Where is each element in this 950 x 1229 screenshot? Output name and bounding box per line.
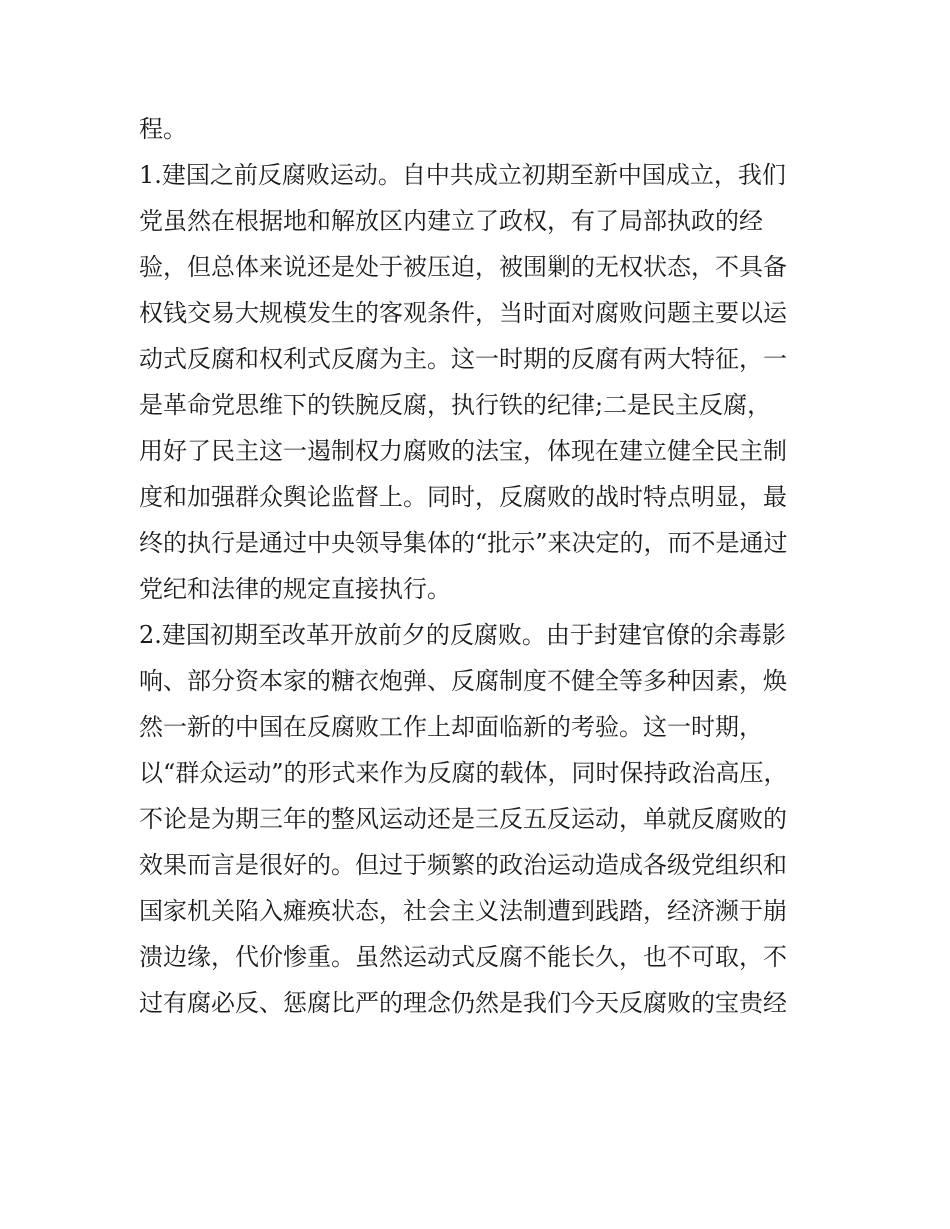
text-line: 然一新的中国在反腐败工作上却面临新的考验。这一时期， bbox=[139, 713, 763, 741]
text-line: 效果而言是很好的。但过于频繁的政治运动造成各级党组织和 bbox=[139, 851, 787, 879]
text-line: 动式反腐和权利式反腐为主。这一时期的反腐有两大特征，一 bbox=[139, 345, 787, 373]
text-line: 2.建国初期至改革开放前夕的反腐败。由于封建官僚的余毒影 bbox=[139, 621, 786, 649]
text-line: 是革命党思维下的铁腕反腐，执行铁的纪律;二是民主反腐， bbox=[139, 391, 772, 419]
text-line: 过有腐必反、惩腐比严的理念仍然是我们今天反腐败的宝贵经 bbox=[139, 989, 787, 1017]
text-line: 以“群众运动”的形式来作为反腐的载体，同时保持政治高压， bbox=[139, 759, 788, 787]
text-line: 用好了民主这一遏制权力腐败的法宝，体现在建立健全民主制 bbox=[139, 437, 787, 465]
text-line: 党纪和法律的规定直接执行。 bbox=[139, 575, 451, 603]
text-line: 不论是为期三年的整风运动还是三反五反运动，单就反腐败的 bbox=[139, 805, 787, 833]
text-line: 1.建国之前反腐败运动。自中共成立初期至新中国成立，我们 bbox=[139, 161, 786, 189]
text-line: 验，但总体来说还是处于被压迫，被围剿的无权状态，不具备 bbox=[139, 253, 787, 281]
text-line: 溃边缘，代价惨重。虽然运动式反腐不能长久，也不可取，不 bbox=[139, 943, 787, 971]
text-line: 国家机关陷入瘫痪状态，社会主义法制遭到践踏，经济濒于崩 bbox=[139, 897, 787, 925]
text-line: 终的执行是通过中央领导集体的“批示”来决定的，而不是通过 bbox=[139, 529, 788, 557]
text-line: 响、部分资本家的糖衣炮弹、反腐制度不健全等多种因素，焕 bbox=[139, 667, 787, 695]
text-line: 党虽然在根据地和解放区内建立了政权，有了局部执政的经 bbox=[139, 207, 763, 235]
text-line: 权钱交易大规模发生的客观条件，当时面对腐败问题主要以运 bbox=[139, 299, 787, 327]
text-line: 程。 bbox=[139, 115, 187, 143]
body-text bbox=[139, 106, 829, 1026]
text-line: 度和加强群众舆论监督上。同时，反腐败的战时特点明显，最 bbox=[139, 483, 787, 511]
